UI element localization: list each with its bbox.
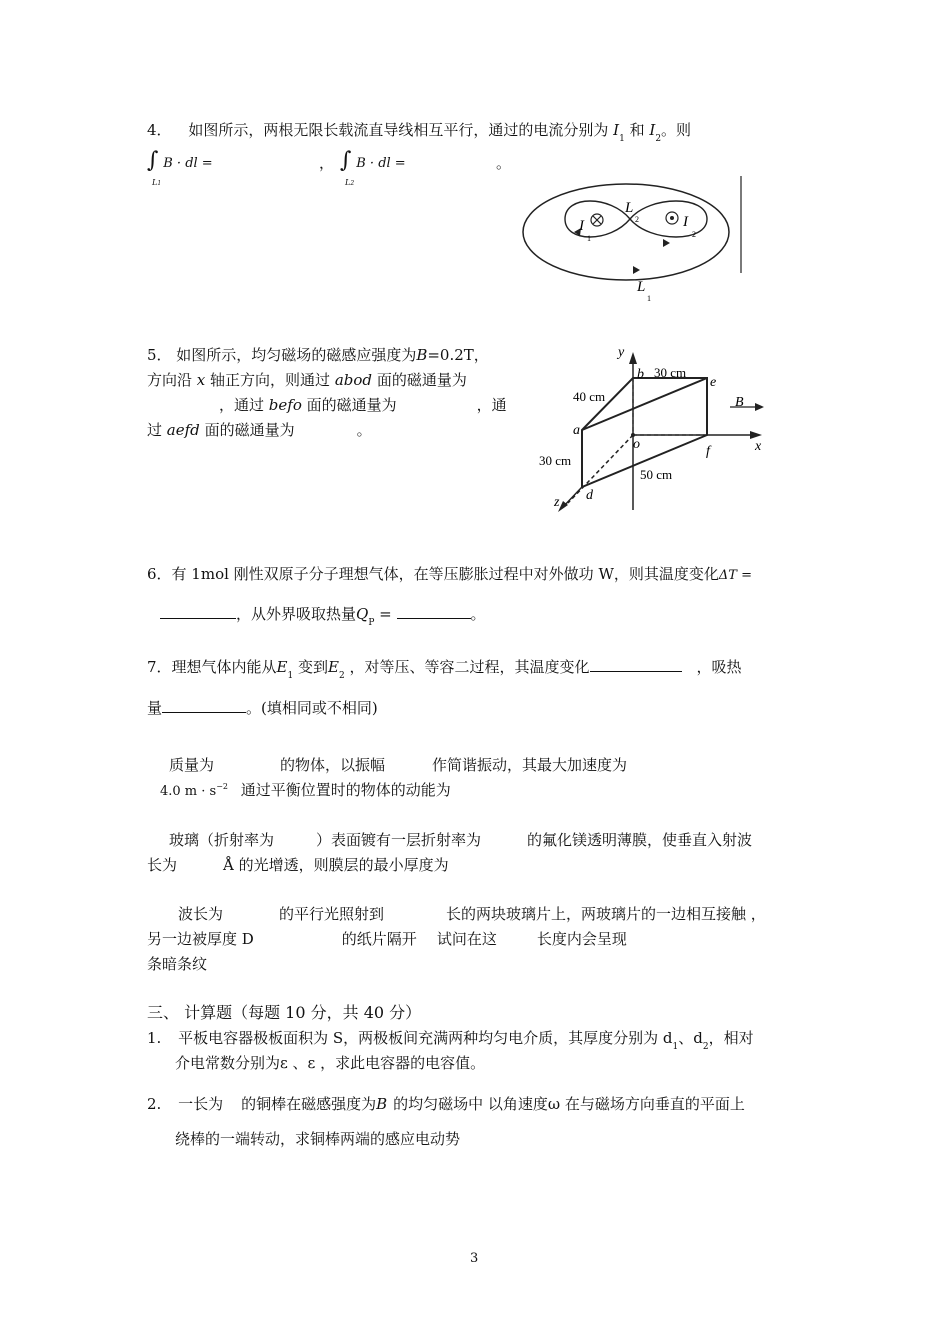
c1-line1: 1. 平板电容器极板面积为 S，两极板间充满两种均匀电介质，其厚度分别为 $d_1$、$d_2$，相对: [147, 1029, 754, 1052]
q4-number: 4．: [147, 121, 172, 139]
q4-L2-label: L2: [345, 178, 355, 187]
q5-line2: 方向沿 x 轴正方向，则通过 abod 面的磁通量为: [147, 371, 467, 389]
edge-ae: [582, 378, 707, 430]
q5-line3: ，通过 befo 面的磁通量为 ，通: [219, 396, 507, 414]
q8-line2: 4.0 $m \cdot s^{-2}$ 通过平衡位置时的物体的动能为: [160, 781, 451, 799]
svg-text:1: 1: [647, 294, 651, 303]
q4-text: 如图所示，两根无限长载流直导线相互平行，通过的电流分别为: [188, 121, 609, 139]
arrow-icon: [633, 266, 640, 274]
arrow-icon: [663, 239, 670, 247]
q7-line2: 量 。(填相同或不相同): [147, 699, 378, 717]
label-f: f: [706, 444, 710, 459]
label-a: a: [573, 423, 580, 438]
q9-line2: 长为 Å 的光增透，则膜层的最小厚度为: [147, 856, 449, 874]
q4-line1: 4． 如图所示，两根无限长载流直导线相互平行，通过的电流分别为 $I_1$ 和 $I_2$。则: [147, 121, 692, 144]
c2-line1: 2. 一长为 的铜棒在磁感强度为B 的均匀磁场中 以角速度ω 在与磁场方向垂直的平面上: [147, 1095, 745, 1113]
q5-line1: 5． 如图所示，均匀磁场的磁感应强度为B=0.2T，: [147, 346, 489, 364]
label-B: B: [735, 395, 744, 410]
label-e: e: [710, 375, 717, 390]
x-axis-arrow-icon: [750, 431, 762, 439]
q6-line2: ，从外界吸取热量$Q_P$ = 。: [160, 603, 486, 624]
label-50cm: 50 cm: [640, 467, 673, 482]
q5-figure: [530, 340, 780, 515]
answer-blank[interactable]: [590, 657, 682, 672]
q6-line1: 6．有 1mol 刚性双原子分子理想气体，在等压膨胀过程中对外做功 W，则其温度变化ΔT =: [147, 565, 752, 583]
q4-figure: [520, 170, 750, 310]
q4-period: 。: [496, 154, 512, 172]
svg-text:2: 2: [692, 230, 696, 239]
label-x: x: [755, 439, 762, 454]
label-d: d: [586, 488, 593, 503]
c2-line2: 绕棒的一端转动，求铜棒两端的感应电动势: [175, 1130, 461, 1148]
q4-L1-label: L1: [152, 178, 162, 187]
label-30cm-left: 30 cm: [539, 453, 572, 468]
answer-blank[interactable]: [160, 604, 236, 619]
q5-line4: 过 aefd 面的磁通量为 。: [147, 421, 372, 439]
q7-line1: 7．理想气体内能从$E_1$ 变到$E_2$ ，对等压、等容二过程，其温度变化 ，吸热: [147, 658, 742, 681]
L1-label: L: [637, 279, 646, 295]
label-y: y: [618, 345, 625, 360]
I2-label: I: [683, 214, 688, 230]
svg-text:2: 2: [635, 215, 639, 224]
q4-integral-2: ∫ B · dl =: [340, 148, 406, 173]
answer-blank[interactable]: [162, 698, 246, 713]
label-z: z: [554, 495, 560, 510]
q10-line1: 波长为 的平行光照射到 长的两块玻璃片上，两玻璃片的一边相互接触 ，: [178, 905, 766, 923]
q10-line3: 条暗条纹: [147, 955, 208, 973]
q4-comma: ，: [319, 154, 335, 172]
q10-line2: 另一边被厚度 D 的纸片隔开 试问在这 长度内会呈现: [147, 930, 627, 948]
label-30cm-top: 30 cm: [654, 365, 687, 380]
svg-text:1: 1: [587, 234, 591, 243]
y-axis-arrow-icon: [629, 352, 637, 364]
B-arrow-icon: [755, 403, 764, 411]
q8-line1: 质量为 的物体，以振幅 作简谐振动，其最大加速度为: [169, 756, 628, 774]
label-b: b: [637, 367, 644, 382]
section-3-heading: 三、 计算题（每题 10 分，共 40 分）: [147, 1003, 422, 1022]
label-40cm: 40 cm: [573, 389, 606, 404]
c1-line2: 介电常数分别为ε 、ε ，求此电容器的电容值。: [175, 1054, 486, 1072]
q9-line1: 玻璃（折射率为 ）表面镀有一层折射率为 的氟化镁透明薄膜，使垂直入射波: [169, 831, 753, 849]
L2-label: L: [625, 200, 634, 216]
integral-expression: B · dl =: [163, 156, 213, 171]
answer-blank[interactable]: [397, 604, 471, 619]
I1-label: I: [579, 218, 584, 234]
q4-integral-1: ∫ B · dl =: [147, 148, 213, 173]
integral-expression: B · dl =: [356, 156, 406, 171]
page-number: 3: [470, 1251, 479, 1266]
label-o: o: [633, 437, 640, 452]
